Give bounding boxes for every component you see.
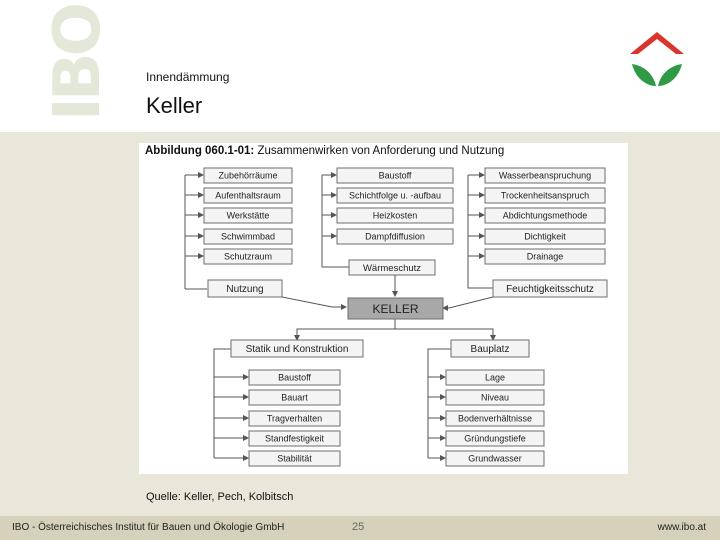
- slide-subtitle: Innendämmung: [146, 70, 230, 84]
- center-to-statik: [297, 319, 395, 340]
- figure-caption-text: Zusammenwirken von Anforderung und Nutzung: [254, 145, 505, 157]
- logo-roof: [630, 32, 684, 54]
- feuchtigkeitsschutz-label: Feuchtigkeitsschutz: [506, 284, 594, 296]
- nutzung-item-aufenthaltsraum-label: Aufenthaltsraum: [215, 190, 281, 201]
- waermeschutz-item-baustoff-label: Baustoff: [378, 170, 412, 181]
- keller-label: KELLER: [372, 301, 419, 316]
- figure-caption-prefix: Abbildung 060.1-01:: [145, 145, 255, 157]
- statik-label: Statik und Konstruktion: [245, 344, 349, 356]
- waermeschutz-item-schichtfolge-u-aufbau-label: Schichtfolge u. -aufbau: [348, 190, 442, 201]
- bauplatz-item-lage-label: Lage: [484, 372, 506, 383]
- slide-title: Keller: [146, 93, 203, 118]
- footer-institute: IBO - Österreichisches Institut für Bauen und Ökologie GmbH: [12, 522, 285, 533]
- feuchtigkeitsschutz-to-center: [443, 297, 493, 308]
- statik-spine: [214, 349, 231, 458]
- nutzung-item-schutzraum-label: Schutzraum: [223, 251, 273, 262]
- feuchtigkeitsschutz-item-dichtigkeit-label: Dichtigkeit: [524, 231, 566, 242]
- feuchtigkeitsschutz-item-trockenheitsanspruch-label: Trockenheitsanspruch: [500, 190, 590, 201]
- logo-leaf-left: [632, 64, 656, 86]
- bauplatz-label: Bauplatz: [470, 344, 510, 356]
- waermeschutz-label: Wärmeschutz: [362, 262, 422, 274]
- nutzung-item-schwimmbad-label: Schwimmbad: [220, 231, 276, 242]
- header: [0, 0, 720, 132]
- logo-leaf-right: [658, 64, 682, 86]
- statik-item-stabilitat-label: Stabilität: [277, 453, 312, 464]
- requirements-diagram: [139, 143, 628, 474]
- bauplatz-item-niveau-label: Niveau: [480, 392, 510, 403]
- feuchtigkeitsschutz-item-drainage-label: Drainage: [526, 251, 564, 262]
- waermeschutz-item-dampfdiffusion-label: Dampfdiffusion: [365, 231, 425, 242]
- ibo-logo-icon: [626, 28, 688, 90]
- feuchtigkeitsschutz-item-abdichtungsmethode-label: Abdichtungsmethode: [502, 210, 588, 221]
- statik-item-tragverhalten-label: Tragverhalten: [266, 413, 323, 424]
- center-to-bauplatz: [395, 329, 493, 340]
- nutzung-item-zubehorraume-label: Zubehörräume: [218, 170, 278, 181]
- page-number: 25: [352, 521, 365, 533]
- diagram-figure: [139, 143, 628, 474]
- statik-item-standfestigkeit-label: Standfestigkeit: [264, 433, 325, 444]
- statik-item-bauart-label: Bauart: [281, 392, 308, 403]
- statik-item-baustoff-label: Baustoff: [278, 372, 311, 383]
- nutzung-label: Nutzung: [226, 284, 264, 296]
- bauplatz-item-bodenverhaltnisse-label: Bodenverhältnisse: [457, 413, 533, 424]
- ibo-watermark: IBO: [41, 6, 115, 122]
- footer: [0, 516, 720, 540]
- diagram-nodes: [204, 168, 607, 466]
- footer-website: www.ibo.at: [657, 522, 706, 533]
- nutzung-item-werkstatte-label: Werkstätte: [226, 210, 270, 221]
- feuchtigkeitsschutz-item-wasserbeanspruchung-label: Wasserbeanspruchung: [498, 170, 592, 181]
- source-note: Quelle: Keller, Pech, Kolbitsch: [146, 491, 294, 503]
- waermeschutz-item-heizkosten-label: Heizkosten: [372, 210, 418, 221]
- bauplatz-item-grundungstiefe-label: Gründungstiefe: [464, 433, 526, 444]
- nutzung-to-center: [282, 289, 346, 307]
- bauplatz-item-grundwasser-label: Grundwasser: [468, 453, 522, 464]
